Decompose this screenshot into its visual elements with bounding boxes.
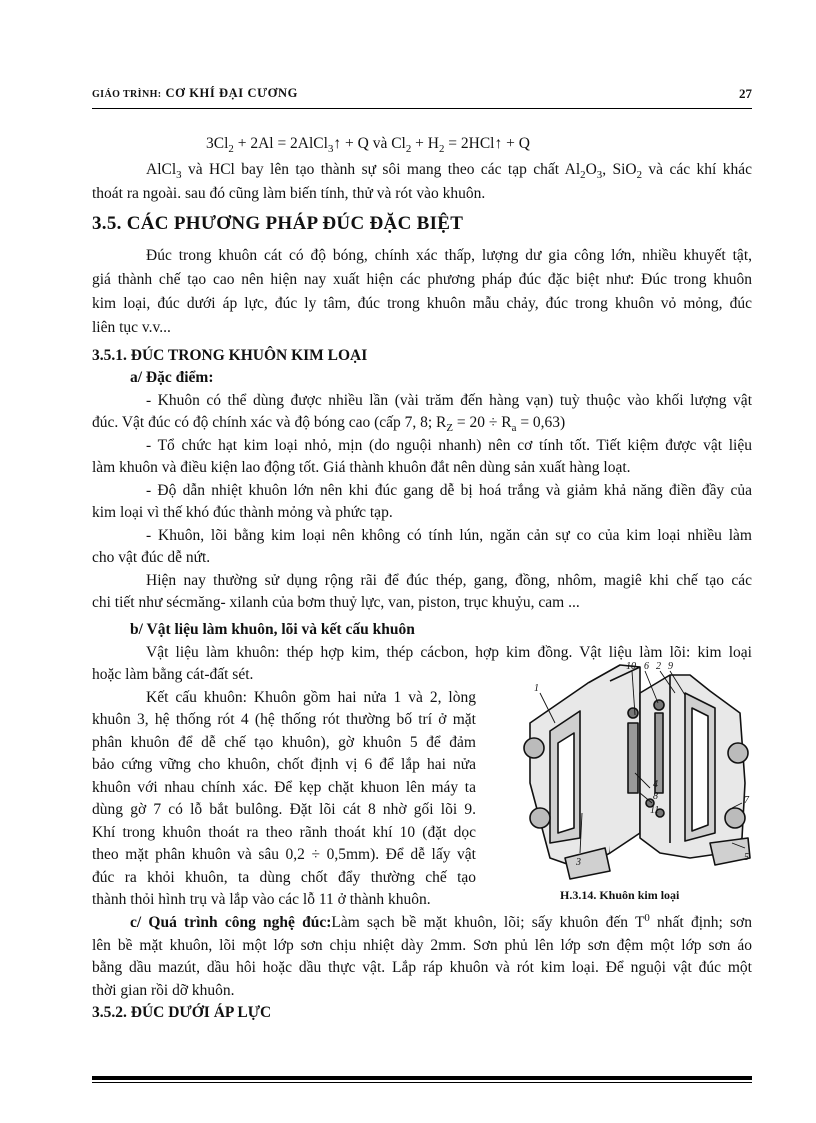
paragraph-line: theo mặt phân khuôn và sâu 0,2 ÷ 0,5mm). Để dễ lấy vật (92, 846, 476, 863)
paragraph-line: Vật liệu làm khuôn: thép hợp kim, thép cácbon, hợp kim đồng. Vật liệu làm lõi: kim loại (146, 644, 752, 661)
figure-label: 1 (534, 683, 539, 694)
paragraph-line: khuôn với nhau chính xác. Để kẹp chặt khuon lên máy ta (92, 779, 476, 796)
section-heading-3-5-2: 3.5.2. ĐÚC DƯỚI ÁP LỰC (92, 1004, 272, 1021)
paragraph-line: kim loại, đúc dưới áp lực, đúc ly tâm, đúc trong khuôn mẫu chảy, đúc trong khuôn vỏ mỏng, đúc (92, 295, 752, 312)
paragraph-line: dùng gờ 7 có lỗ bắt bulông. Đặt lõi cát 8 nhờ gối lõi 9. (92, 801, 476, 818)
paragraph-line: Hiện nay thường sử dụng rộng rãi để đúc thép, gang, đồng, nhôm, magiê khi chế tạo các (146, 572, 752, 589)
paragraph-line: chi tiết như sécmăng- xilanh của bơm thuỷ lực, van, piston, trục khuỷu, cam ... (92, 594, 580, 611)
figure-label: 6 (644, 661, 649, 672)
figure-label: 10 (626, 661, 636, 672)
figure-label: 4 (653, 779, 658, 790)
paragraph-line: lên bề mặt khuôn, lõi một lớp sơn chịu nhiệt dày 2mm. Sơn phủ lên lớp sơn đệm một lớp sơn áo (92, 937, 752, 954)
paragraph-line: bảo cứng vững cho khuôn, chốt định vị 6 để lắp hai nửa (92, 756, 476, 773)
figure-label: 5 (744, 852, 749, 863)
paragraph-line: bằng dầu mazút, dầu hôi hoặc dầu thực vật. Lắp ráp khuôn và rót kim loại. Để nguội vật đúc một (92, 959, 752, 976)
paragraph-line: giá thành chế tạo cao nên hiện nay xuất hiện các phương pháp đúc đặc biệt như: Đúc trong khuôn (92, 271, 752, 288)
paragraph-line: Kết cấu khuôn: Khuôn gồm hai nửa 1 và 2, lòng (146, 689, 476, 706)
paragraph-line: làm khuôn và điều kiện lao động tốt. Giá thành khuôn đắt nên dùng sản xuất hàng loạt. (92, 459, 631, 476)
header-rule (92, 108, 752, 109)
paragraph-line: - Tổ chức hạt kim loại nhỏ, mịn (do nguội nhanh) nên cơ tính tốt. Tiết kiệm được vật liệu (146, 437, 752, 454)
running-header (92, 86, 752, 104)
paragraph-line: khuôn 3, hệ thống rót 4 (hệ thống rót thường bố trí ở mặt (92, 711, 476, 728)
footer-rule-thick (92, 1076, 752, 1080)
paragraph-line: liên tục v.v... (92, 319, 171, 336)
paragraph-line: - Khuôn, lõi bằng kim loại nên không có tính lún, ngăn cản sự co của kim loại nhiều làm (146, 527, 752, 544)
footer-rule-thin (92, 1082, 752, 1083)
section-heading-3-5-1: 3.5.1. ĐÚC TRONG KHUÔN KIM LOẠI (92, 347, 368, 364)
header-book-title: CƠ KHÍ ĐẠI CƯƠNG (165, 86, 298, 100)
paragraph-line: cho vật đúc dễ nứt. (92, 549, 211, 566)
paragraph-line: Đúc trong khuôn cát có độ bóng, chính xác thấp, lượng dư gia công lớn, nhiều khuyết tật, (146, 247, 752, 264)
figure-label: 9 (668, 661, 673, 672)
paragraph-line: Khí trong khuôn thoát ra theo rãnh thoát khí 10 (đặt dọc (92, 824, 476, 841)
paragraph-line: - Khuôn có thể dùng được nhiều lần (vài trăm đến hàng vạn) tuỳ thuộc vào khối lượng vật (146, 392, 752, 409)
paragraph-line: c/ Quá trình công nghệ đúc:Làm sạch bề mặt khuôn, lõi; sấy khuôn đến $T^0$ nhất định; sơn (130, 911, 753, 931)
paragraph-line: - Độ dẫn nhiệt khuôn lớn nên khi đúc gang dễ bị hoá trắng và giảm khả năng điền đầy của (146, 482, 752, 499)
figure-label: 7 (744, 795, 749, 806)
paragraph-line: thành thỏi hình trụ và lắp vào các lỗ 11 ở thành khuôn. (92, 891, 431, 908)
paragraph-line: kim loại vì thế khó đúc thành mỏng và phức tạp. (92, 504, 393, 521)
figure-label: 2 (656, 661, 661, 672)
figure-caption: H.3.14. Khuôn kim loại (560, 888, 680, 902)
subheading-b: b/ Vật liệu làm khuôn, lõi và kết cấu khuôn (130, 621, 415, 638)
section-heading-3-5: 3.5. CÁC PHƯƠNG PHÁP ĐÚC ĐẶC BIỆT (92, 213, 464, 234)
intro-line-1: AlCl$_3$ và HCl bay lên tạo thành sự sôi mang theo các tạp chất $Al_2O_3$, SiO$_2$ và các khí khác (146, 161, 752, 182)
paragraph-line: phân khuôn để dễ chế tạo khuôn), gờ khuôn 5 để đảm (92, 734, 476, 751)
subheading-c: c/ Quá trình công nghệ đúc: (130, 914, 332, 931)
page-number: 27 (739, 86, 752, 101)
intro-line-2: thoát ra ngoài. sau đó cũng làm biến tính, thử và rót vào khuôn. (92, 185, 486, 202)
paragraph-line: đúc. Vật đúc có độ chính xác và độ bóng cao (cấp 7, 8; $R_Z = 20 \div R_a = 0,63$) (92, 414, 566, 435)
paragraph-line: đúc ra khỏi khuôn, ta dùng chốt đẩy thường chế tạo (92, 869, 476, 886)
figure-label: 11 (650, 805, 660, 816)
metal-mold-figure (510, 653, 755, 881)
subheading-a: a/ Đặc điểm: (130, 369, 214, 386)
paragraph-line: hoặc làm bằng cát-đất sét. (92, 666, 254, 683)
header-book-label: GIÁO TRÌNH: (92, 89, 162, 100)
header-title (92, 86, 298, 101)
paragraph-line: thời gian rồi dỡ khuôn. (92, 982, 235, 999)
figure-label: 8 (653, 791, 658, 802)
chemical-equation: $3Cl_2 + 2Al$ = 2AlCl$_3$↑ + Q và $Cl_2 + H_2$ = 2HCl↑ + Q (206, 135, 530, 156)
figure-label: 3 (576, 857, 581, 868)
